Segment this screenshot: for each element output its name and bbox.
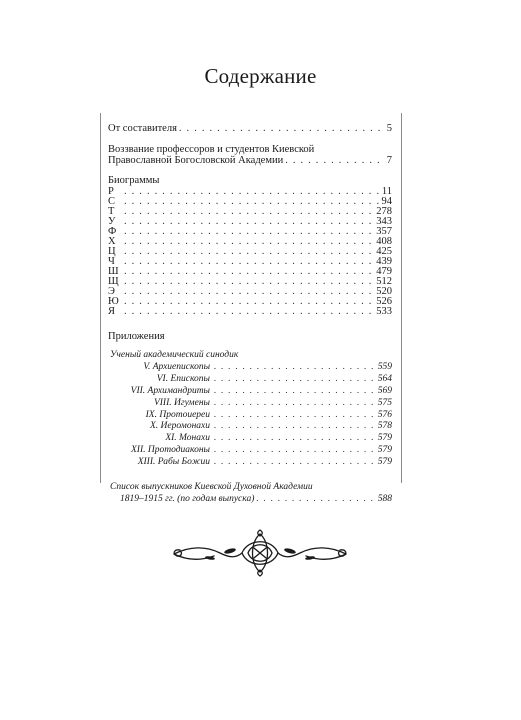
leader-dots bbox=[124, 217, 374, 227]
toc-entry[interactable] bbox=[108, 374, 392, 386]
toc-entry[interactable] bbox=[108, 197, 392, 207]
toc-entry-page: 575 bbox=[377, 397, 392, 408]
toc-entry-page: 520 bbox=[376, 286, 392, 298]
toc-entry-label: VII. Архимандриты bbox=[130, 386, 210, 396]
letter-label: Щ bbox=[108, 276, 119, 288]
toc-entry-page: 479 bbox=[376, 266, 392, 278]
leader-dots bbox=[214, 433, 376, 445]
toc-entry[interactable] bbox=[108, 237, 392, 247]
leader-dots bbox=[214, 386, 376, 398]
toc-entry-page: 569 bbox=[377, 386, 392, 396]
leader-dots bbox=[124, 207, 374, 217]
leader-dots bbox=[124, 227, 374, 237]
letter-label: Х bbox=[108, 236, 116, 248]
toc-entry-page: 526 bbox=[376, 296, 392, 308]
toc-entry-page: 579 bbox=[377, 444, 392, 455]
toc-entry-page: 278 bbox=[376, 206, 392, 218]
section-heading-biographies: Биограммы bbox=[108, 175, 160, 187]
toc-entry-graduates[interactable] bbox=[108, 481, 392, 506]
toc-entry-page: 425 bbox=[376, 246, 392, 258]
leader-dots bbox=[124, 277, 374, 287]
toc-entry-page: 579 bbox=[377, 456, 392, 467]
leader-dots bbox=[124, 257, 374, 267]
table-of-contents bbox=[108, 124, 392, 505]
letter-label: Р bbox=[108, 186, 114, 198]
leader-dots bbox=[214, 398, 376, 410]
toc-entry[interactable] bbox=[108, 247, 392, 257]
leader-dots bbox=[124, 237, 374, 247]
toc-entry-page: 7 bbox=[386, 154, 392, 166]
toc-entry-page: 439 bbox=[376, 256, 392, 268]
letter-label: У bbox=[108, 216, 116, 228]
flourish-ornament-icon bbox=[170, 528, 350, 578]
page-title: Содержание bbox=[204, 64, 317, 88]
toc-entry-page: 579 bbox=[377, 433, 392, 444]
toc-entry-page: 512 bbox=[376, 276, 392, 288]
toc-entry-page: 343 bbox=[376, 216, 392, 228]
toc-entry[interactable] bbox=[108, 287, 392, 297]
toc-entry[interactable] bbox=[108, 410, 392, 422]
toc-entry-page: 357 bbox=[376, 226, 392, 238]
leader-dots bbox=[124, 267, 374, 277]
leader-dots bbox=[124, 307, 374, 317]
toc-entry-page: 408 bbox=[376, 236, 392, 248]
toc-entry-page: 559 bbox=[377, 362, 392, 373]
toc-entry-label-line1: Список выпускников Киевской Духовной Академии bbox=[110, 481, 313, 492]
toc-entry[interactable] bbox=[108, 362, 392, 374]
toc-entry[interactable] bbox=[108, 227, 392, 237]
toc-entry[interactable] bbox=[108, 445, 392, 457]
toc-entry-page: 533 bbox=[376, 306, 392, 318]
synodic-list bbox=[108, 362, 392, 468]
toc-entry-label: IX. Протоиереи bbox=[145, 409, 210, 420]
letter-index bbox=[108, 187, 392, 317]
toc-entry-label: VIII. Игумены bbox=[153, 397, 210, 408]
subsection-heading-synodic: Ученый академический синодик bbox=[110, 350, 239, 361]
toc-entry-page: 564 bbox=[377, 374, 392, 385]
letter-label: Ф bbox=[108, 226, 117, 238]
leader-dots bbox=[124, 287, 374, 297]
leader-dots bbox=[256, 494, 375, 506]
leader-dots bbox=[124, 247, 374, 257]
letter-label: С bbox=[108, 196, 116, 208]
toc-entry-label: XII. Протодиаконы bbox=[130, 444, 210, 455]
toc-entry[interactable] bbox=[108, 267, 392, 277]
leader-dots bbox=[124, 187, 380, 197]
leader-dots bbox=[214, 457, 376, 469]
leader-dots bbox=[124, 197, 380, 207]
toc-entry[interactable] bbox=[108, 457, 392, 469]
toc-entry-label-line2: Православной Богословской Академии bbox=[108, 154, 284, 166]
toc-entry[interactable] bbox=[108, 386, 392, 398]
toc-entry[interactable] bbox=[108, 398, 392, 410]
letter-label: Э bbox=[108, 286, 115, 298]
leader-dots bbox=[124, 297, 374, 307]
toc-entry[interactable] bbox=[108, 433, 392, 445]
toc-entry-label: VI. Епископы bbox=[156, 374, 210, 385]
toc-entry-page: 588 bbox=[377, 493, 392, 504]
toc-entry-appeal[interactable] bbox=[108, 144, 392, 167]
toc-entry-label: V. Архиепископы bbox=[143, 362, 210, 373]
leader-dots bbox=[214, 421, 376, 433]
letter-label: Т bbox=[108, 206, 115, 218]
toc-entry[interactable] bbox=[108, 187, 392, 197]
leader-dots bbox=[214, 410, 376, 422]
section-heading-appendices: Приложения bbox=[108, 331, 165, 343]
leader-dots bbox=[285, 156, 385, 167]
toc-entry-page: 11 bbox=[381, 186, 392, 198]
leader-dots bbox=[214, 362, 376, 374]
toc-entry[interactable] bbox=[108, 217, 392, 227]
toc-entry[interactable] bbox=[108, 307, 392, 317]
toc-entry[interactable] bbox=[108, 421, 392, 433]
toc-entry[interactable] bbox=[108, 124, 392, 135]
toc-entry-label: XI. Монахи bbox=[165, 433, 210, 444]
toc-entry-page: 578 bbox=[377, 421, 392, 432]
toc-entry-label: От составителя bbox=[108, 123, 177, 134]
toc-entry-label-line2: 1819–1915 гг. (по годам выпуска) bbox=[120, 493, 255, 504]
letter-label: Ц bbox=[108, 246, 116, 258]
toc-entry-page: 94 bbox=[381, 196, 392, 208]
toc-entry-page: 5 bbox=[386, 123, 392, 134]
toc-entry-label: XIII. Рабы Божии bbox=[137, 456, 210, 467]
leader-dots bbox=[214, 374, 376, 386]
toc-entry[interactable] bbox=[108, 297, 392, 307]
letter-label: Ш bbox=[108, 266, 119, 278]
leader-dots bbox=[214, 445, 376, 457]
letter-label: Ч bbox=[108, 256, 115, 268]
toc-entry[interactable] bbox=[108, 207, 392, 217]
toc-entry-label: X. Иеромонахи bbox=[149, 421, 210, 432]
toc-entry-label-line1: Воззвание профессоров и студентов Киевской bbox=[108, 143, 315, 155]
toc-entry-page: 576 bbox=[377, 409, 392, 420]
letter-label: Я bbox=[108, 306, 116, 318]
leader-dots bbox=[179, 124, 385, 135]
toc-entry[interactable] bbox=[108, 257, 392, 267]
letter-label: Ю bbox=[108, 296, 119, 308]
toc-entry[interactable] bbox=[108, 277, 392, 287]
